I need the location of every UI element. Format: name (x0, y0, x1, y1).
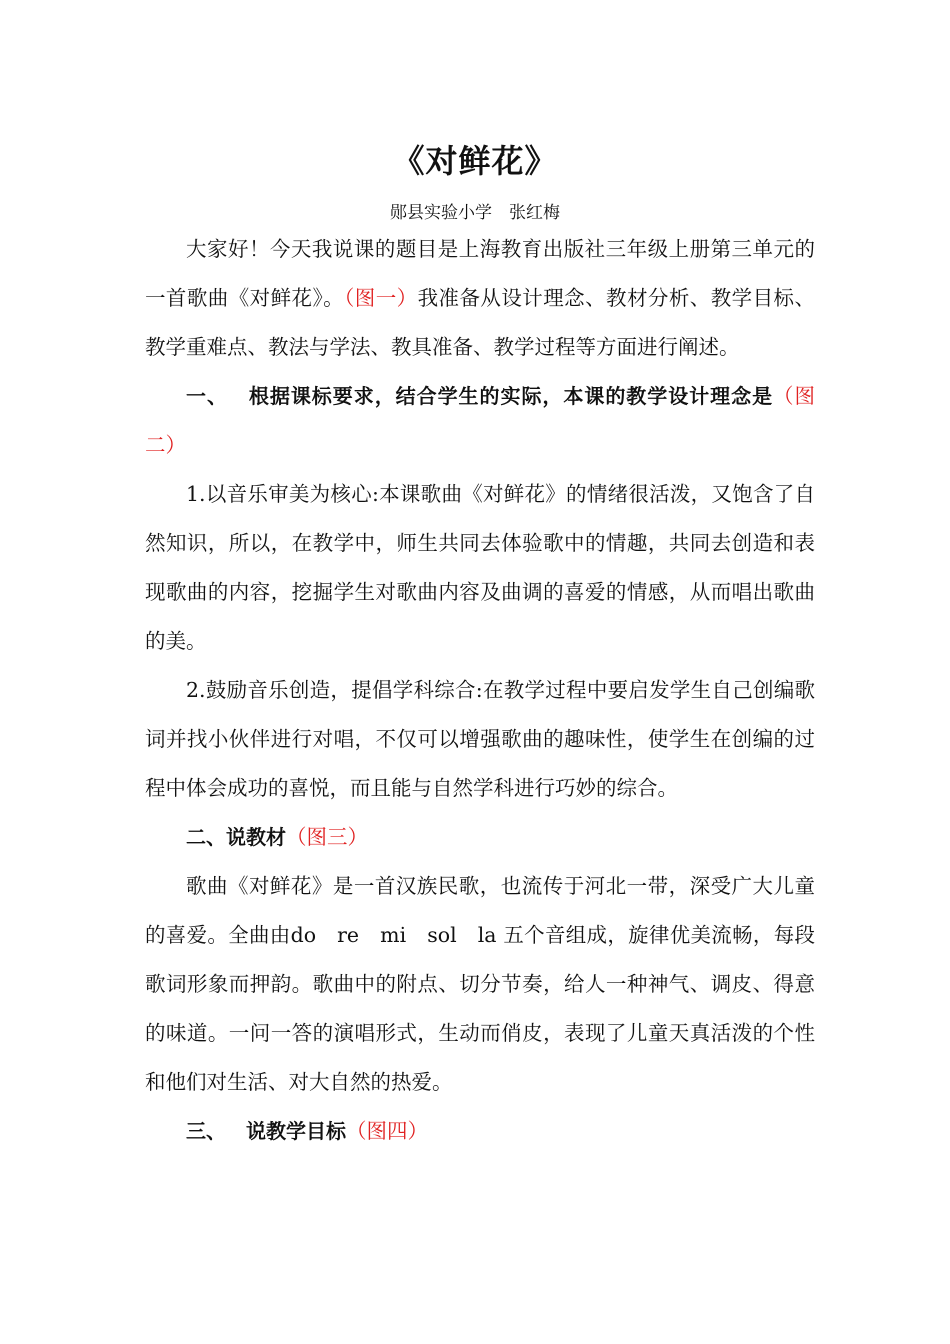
figure-ref-2: （图二） (145, 384, 816, 457)
section-2-paragraph: 歌曲《对鲜花》是一首汉族民歌，也流传于河北一带，深受广大儿童的喜爱。全曲由do re mi sol la 五个音组成，旋律优美流畅，每段歌词形象而押韵。歌曲中的附点、切分节奏，给人一种神气、调皮、得意的味道。一问一答的演唱形式，生动而俏皮，表现了儿童天真活泼的个性和他们对生活、对大自然的热爱。 (145, 874, 815, 1094)
author-line: 郧县实验小学 张红梅 (390, 203, 560, 223)
figure-ref-1: （图一） (344, 286, 418, 310)
section-3-title: 说教学目标 (246, 1119, 346, 1143)
point-2-paragraph: 2.鼓励音乐创造，提倡学科综合:在教学过程中要启发学生自己创编歌词并找小伙伴进行对唱，不仅可以增强歌曲的趣味性，使学生在创编的过程中体会成功的喜悦，而且能与自然学科进行巧妙的综合。 (145, 678, 815, 800)
figure-ref-3: （图三） (286, 825, 368, 849)
intro-text-after: 我准备从设计理念、教材分析、教学目标、教学重难点、教法与学法、教具准备、教学过程等方面进行阐述。 (145, 286, 815, 359)
section-3-heading (145, 1107, 815, 1156)
intro-paragraph (145, 225, 815, 372)
section-1-heading (145, 372, 815, 470)
section-3-number: 三、 (186, 1119, 226, 1143)
section-1-title: 根据课标要求，结合学生的实际，本课的教学设计理念是 (247, 384, 774, 408)
point-1-paragraph: 1.以音乐审美为核心:本课歌曲《对鲜花》的情绪很活泼，又饱含了自然知识，所以，在教学中，师生共同去体验歌中的情趣，共同去创造和表现歌曲的内容，挖掘学生对歌曲内容及曲调的喜爱的情感，从而唱出歌曲的美。 (145, 482, 815, 653)
section-2-title: 二、说教材 (186, 825, 286, 849)
intro-text: 大家好！今天我说课的题目是上海教育出版社三年级上册第三单元的一首歌曲《对鲜花》。 (145, 237, 815, 310)
section-2-heading (145, 813, 815, 862)
document-title: 《对鲜花》 (392, 142, 558, 180)
section-1-number: 一、 (186, 384, 228, 408)
figure-ref-4: （图四） (346, 1119, 428, 1143)
document-body (145, 225, 815, 1156)
